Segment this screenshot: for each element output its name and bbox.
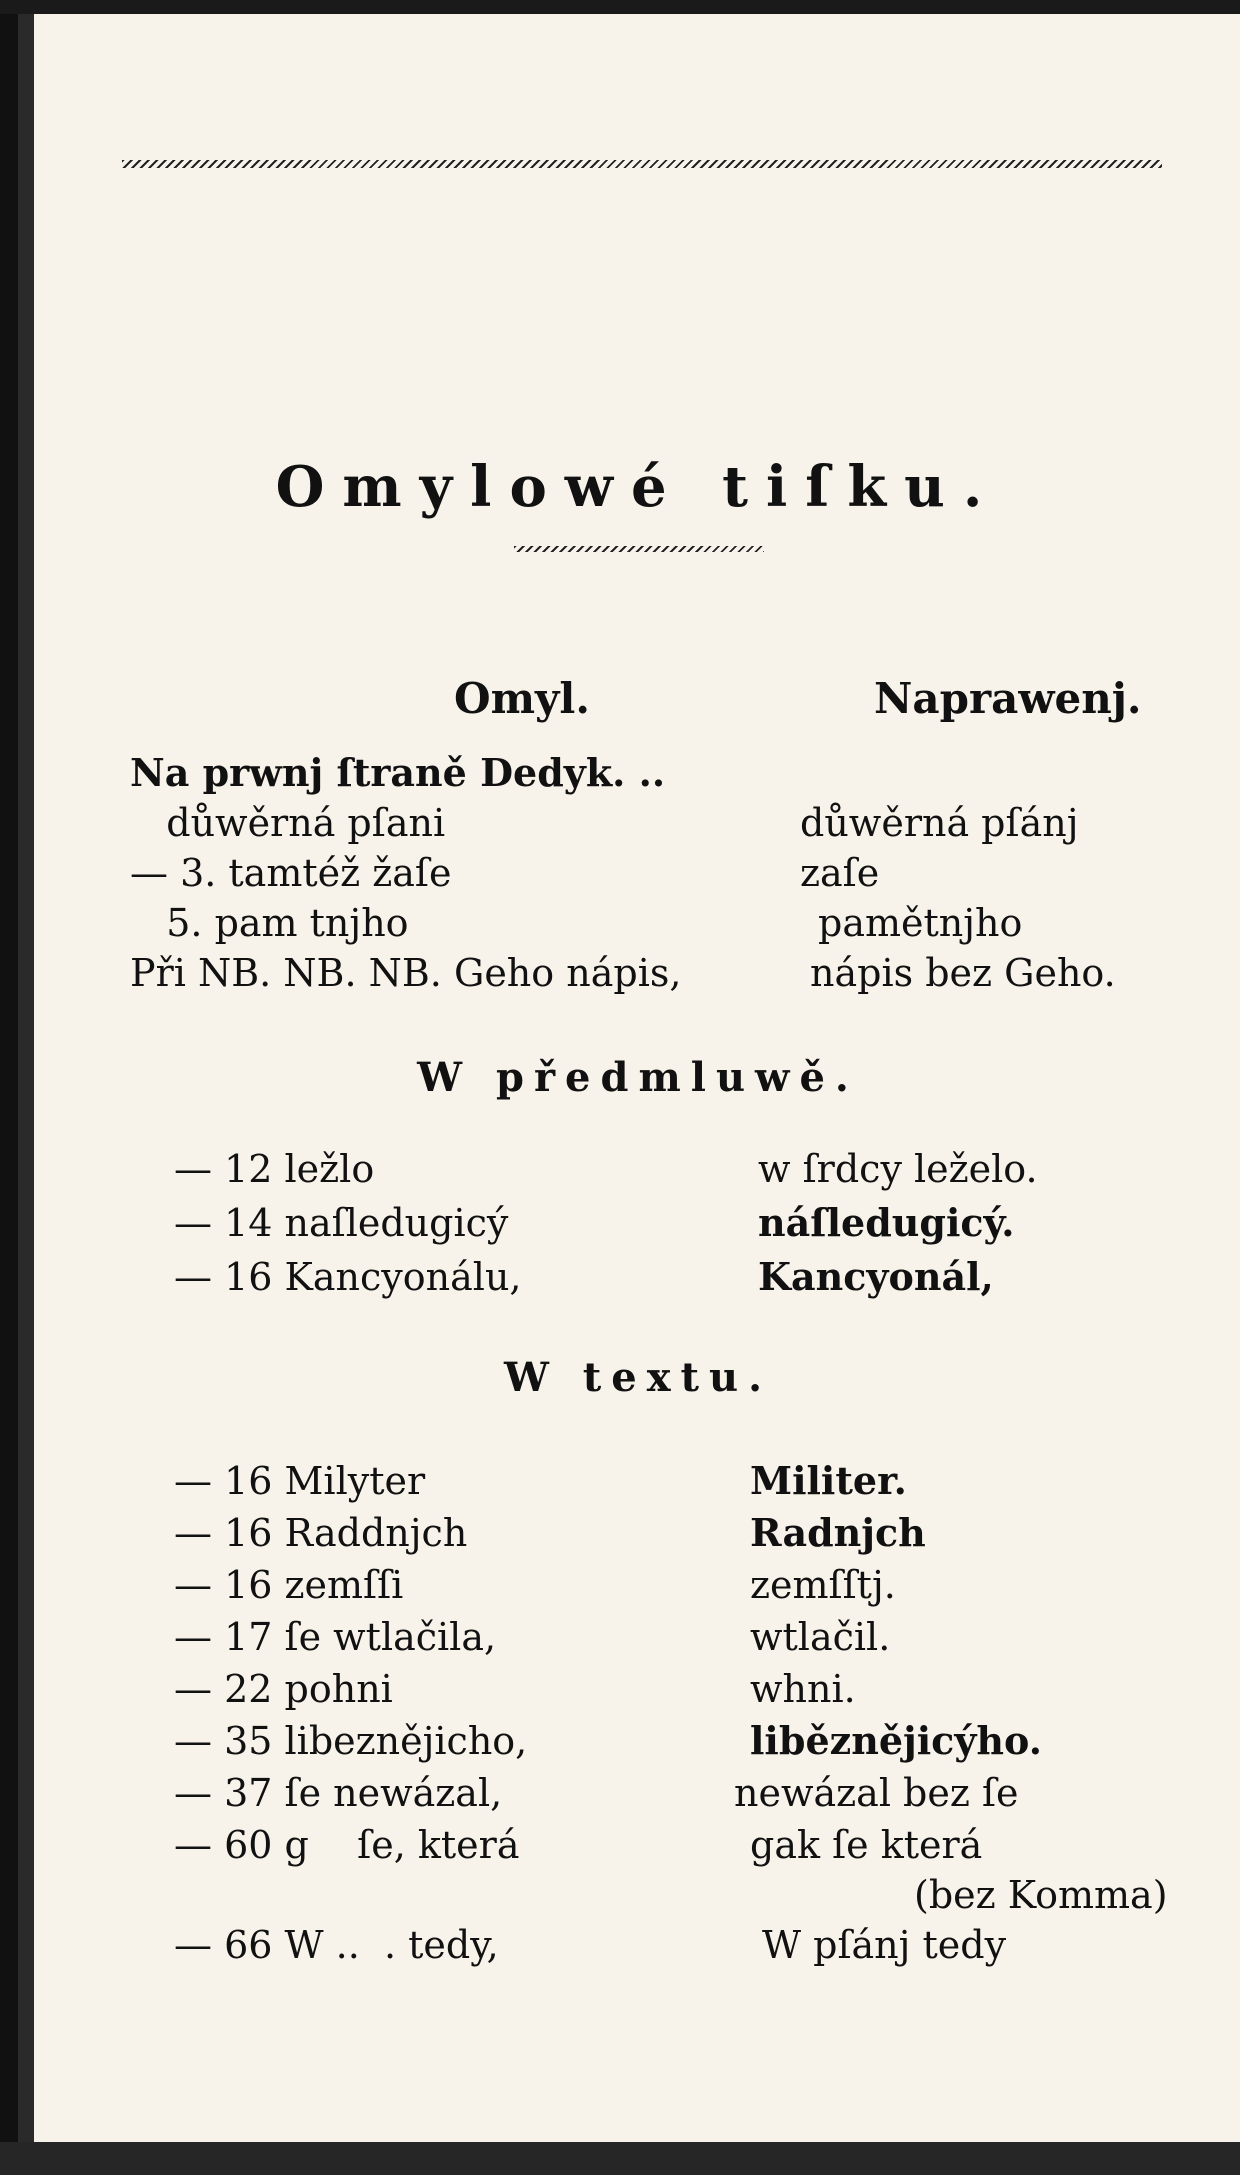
errata-left: — 35 libeznějicho, [174, 1719, 528, 1763]
top-edge [0, 0, 1240, 14]
errata-right: whni. [750, 1667, 856, 1711]
errata-right: Militer. [750, 1458, 907, 1503]
errata-left: — 37 ſe newázal, [174, 1771, 503, 1815]
errata-right: náſledugicý. [758, 1200, 1015, 1245]
errata-left: 5. pam tnjho [130, 901, 409, 945]
errata-right: Kancyonál, [758, 1254, 994, 1299]
errata-right: zemſſtj. [750, 1563, 896, 1607]
top-ornament [122, 160, 1162, 168]
errata-right: W pſánj tedy [762, 1923, 1007, 1967]
book-page [18, 14, 1240, 2144]
errata-left: — 16 Raddnjch [174, 1511, 468, 1555]
errata-right: liběznějicýho. [750, 1718, 1042, 1763]
bottom-edge [0, 2142, 1240, 2175]
section-heading-textu: W textu. [503, 1354, 773, 1401]
errata-right: Radnjch [750, 1510, 926, 1555]
errata-left: Při NB. NB. NB. Geho nápis, [130, 951, 682, 995]
errata-right: důwěrná pſánj [800, 801, 1079, 845]
errata-note: (bez Komma) [914, 1873, 1168, 1917]
section-heading-predmluwe: W předmluwě. [417, 1054, 859, 1101]
column-header-naprawa: Naprawenj. [874, 674, 1142, 723]
errata-left: — 16 Milyter [174, 1459, 426, 1503]
title-rule [514, 546, 764, 552]
errata-left: — 22 pohni [174, 1667, 393, 1711]
errata-left: důwěrná pſani [130, 801, 446, 845]
errata-left: — 3. tamtéž žaſe [130, 851, 452, 895]
errata-left: — 66 W .. . tedy, [174, 1923, 499, 1967]
errata-left: — 12 ležlo [174, 1147, 375, 1191]
errata-right: gak ſe která [750, 1823, 983, 1867]
errata-right: newázal bez ſe [734, 1771, 1019, 1815]
errata-left: — 60 g ſe, která [174, 1823, 520, 1867]
errata-right: wtlačil. [750, 1615, 891, 1659]
column-header-omyl: Omyl. [454, 674, 591, 723]
errata-left: — 17 ſe wtlačila, [174, 1615, 497, 1659]
errata-left: — 14 naſledugicý [174, 1201, 509, 1245]
errata-right: nápis bez Geho. [810, 951, 1116, 995]
errata-right: w ſrdcy ležel​o. [758, 1147, 1038, 1191]
errata-left: Na prwnj ſtraně Dedyk. .. [130, 750, 666, 795]
errata-right: zaſe [800, 851, 880, 895]
errata-right: pamětnjho [818, 901, 1023, 945]
errata-left: — 16 Kancyonálu, [174, 1255, 522, 1299]
errata-left: — 16 zemſſi [174, 1563, 404, 1607]
page-title: Omylowé tiſku. [275, 454, 1001, 520]
